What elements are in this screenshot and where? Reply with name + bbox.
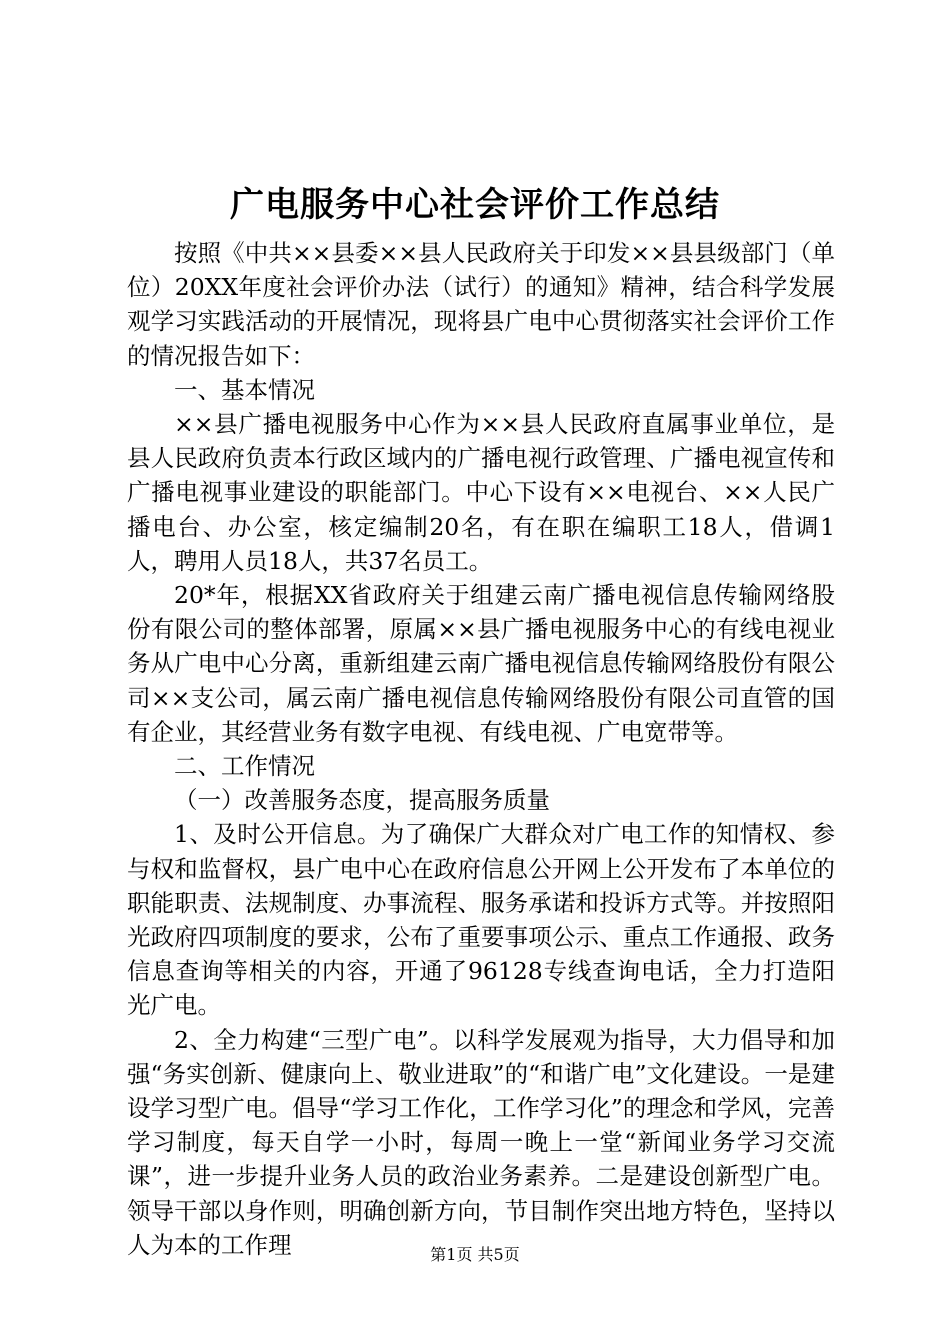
paragraph-intro: 按照《中共××县委××县人民政府关于印发××县县级部门（单位）20XX年度社会评价办法（试行）的通知》精神，结合科学发展观学习实践活动的开展情况，现将县广电中心贯彻落实社会评价工作的情况报告如下： xyxy=(127,239,835,370)
document-title: 广电服务中心社会评价工作总结 xyxy=(230,185,720,225)
subsection-heading-service: （一）改善服务态度，提高服务质量 xyxy=(174,786,550,815)
paragraph-reorganization: 20*年，根据XX省政府关于组建云南广播电视信息传输网络股份有限公司的整体部署，原属××县广播电视服务中心的有线电视业务从广电中心分离，重新组建云南广播电视信息传输网络股份有限公司××支公司，属云南广播电视信息传输网络股份有限公司直管的国有企业，其经营业务有数字电视、有线电视、广电宽带等。 xyxy=(127,581,835,746)
paragraph-info-disclosure: 1、及时公开信息。为了确保广大群众对广电工作的知情权、参与权和监督权，县广电中心在政府信息公开网上公开发布了本单位的职能职责、法规制度、办事流程、服务承诺和投诉方式等。并按照阳光政府四项制度的要求，公布了重要事项公示、重点工作通报、政务信息查询等相关的内容，开通了96128专线查询电话，全力打造阳光广电。 xyxy=(127,820,835,1020)
paragraph-basic-info: ××县广播电视服务中心作为××县人民政府直属事业单位，是县人民政府负责本行政区域内的广播电视行政管理、广播电视宣传和广播电视事业建设的职能部门。中心下设有××电视台、××人民广播电台、办公室，核定编制20名，有在职在编职工18人，借调1人，聘用人员18人，共37名员工。 xyxy=(127,410,835,575)
section-heading-basic: 一、基本情况 xyxy=(174,375,315,404)
page-number-footer: 第1页 共5页 xyxy=(430,1245,520,1264)
section-heading-work: 二、工作情况 xyxy=(174,752,315,781)
document-body xyxy=(127,236,835,1262)
paragraph-three-type: 2、全力构建“三型广电”。以科学发展观为指导，大力倡导和加强“务实创新、健康向上、敬业进取”的“和谐广电”文化建设。一是建设学习型广电。倡导“学习工作化，工作学习化”的理念和学风，完善学习制度，每天自学一小时，每周一晚上一堂“新闻业务学习交流课”，进一步提升业务人员的政治业务素养。二是建设创新型广电。领导干部以身作则，明确创新方向，节目制作突出地方特色，坚持以人为本的工作理 xyxy=(127,1025,835,1259)
